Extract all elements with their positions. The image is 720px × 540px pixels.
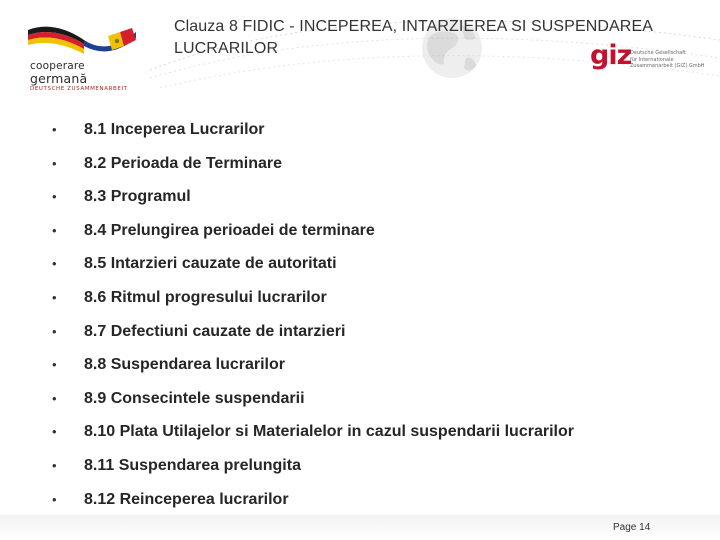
- giz-subtext: [630, 50, 710, 70]
- giz-mark: giz: [590, 40, 632, 71]
- bullet-icon: •: [52, 189, 57, 205]
- list-item: [52, 415, 692, 449]
- bullet-list: [52, 113, 692, 516]
- list-item: [52, 147, 692, 181]
- list-item: [52, 214, 692, 248]
- bullet-icon: •: [52, 323, 57, 339]
- cooperare-germana-logo: [24, 22, 144, 94]
- bullet-icon: •: [52, 289, 57, 305]
- list-item: [52, 113, 692, 147]
- logo-text-germana: germană: [30, 71, 88, 86]
- bullet-icon: •: [52, 357, 57, 373]
- list-item-label: 8.11 Suspendarea prelungita: [84, 456, 301, 474]
- page-number: Page 14: [613, 522, 651, 533]
- list-item: [52, 449, 692, 483]
- bullet-icon: •: [52, 155, 57, 171]
- list-item-label: 8.10 Plata Utilajelor si Materialelor in cazul suspendarii lucrarilor: [84, 423, 574, 441]
- bullet-icon: •: [52, 424, 57, 440]
- list-item-label: 8.12 Reinceperea lucrarilor: [84, 490, 289, 508]
- list-item-label: 8.5 Intarzieri cauzate de autoritati: [84, 255, 337, 273]
- list-item-label: 8.4 Prelungirea perioadei de terminare: [84, 221, 375, 239]
- list-item-label: 8.2 Perioada de Terminare: [84, 154, 283, 172]
- bullet-icon: •: [52, 457, 57, 473]
- list-item: [52, 382, 692, 416]
- list-item-label: 8.6 Ritmul progresului lucrarilor: [84, 288, 327, 306]
- list-item: [52, 281, 692, 315]
- list-item: [52, 315, 692, 349]
- bullet-icon: •: [52, 491, 57, 507]
- list-item: [52, 483, 692, 517]
- list-item: [52, 348, 692, 382]
- flags-icon: [24, 22, 144, 62]
- logo-text-deutsche: DEUTSCHE ZUSAMMENARBEIT: [30, 86, 128, 92]
- list-item-label: 8.9 Consecintele suspendarii: [84, 389, 305, 407]
- giz-logo: [590, 40, 710, 80]
- bullet-icon: •: [52, 222, 57, 238]
- list-item-label: 8.8 Suspendarea lucrarilor: [84, 356, 285, 374]
- bullet-icon: •: [52, 122, 57, 137]
- giz-subtext-line: Zusammenarbeit (GIZ) GmbH: [630, 63, 705, 69]
- bullet-icon: •: [52, 256, 57, 272]
- giz-subtext-line: für Internationale: [630, 56, 674, 63]
- footer-bar: [0, 515, 720, 540]
- list-item: [52, 180, 692, 214]
- bullet-icon: •: [52, 390, 57, 406]
- list-item-label: 8.7 Defectiuni cauzate de intarzieri: [84, 322, 346, 340]
- list-item-label: 8.1 Inceperea Lucrarilor: [84, 121, 265, 138]
- list-item: [52, 247, 692, 281]
- logo-text-cooperare: cooperare: [30, 60, 85, 72]
- list-item-label: 8.3 Programul: [84, 188, 191, 206]
- slide-title: Clauza 8 FIDIC - INCEPEREA, INTARZIEREA SI SUSPENDAREA LUCRARILOR: [174, 18, 653, 57]
- giz-subtext-line: Deutsche Gesellschaft: [630, 50, 686, 56]
